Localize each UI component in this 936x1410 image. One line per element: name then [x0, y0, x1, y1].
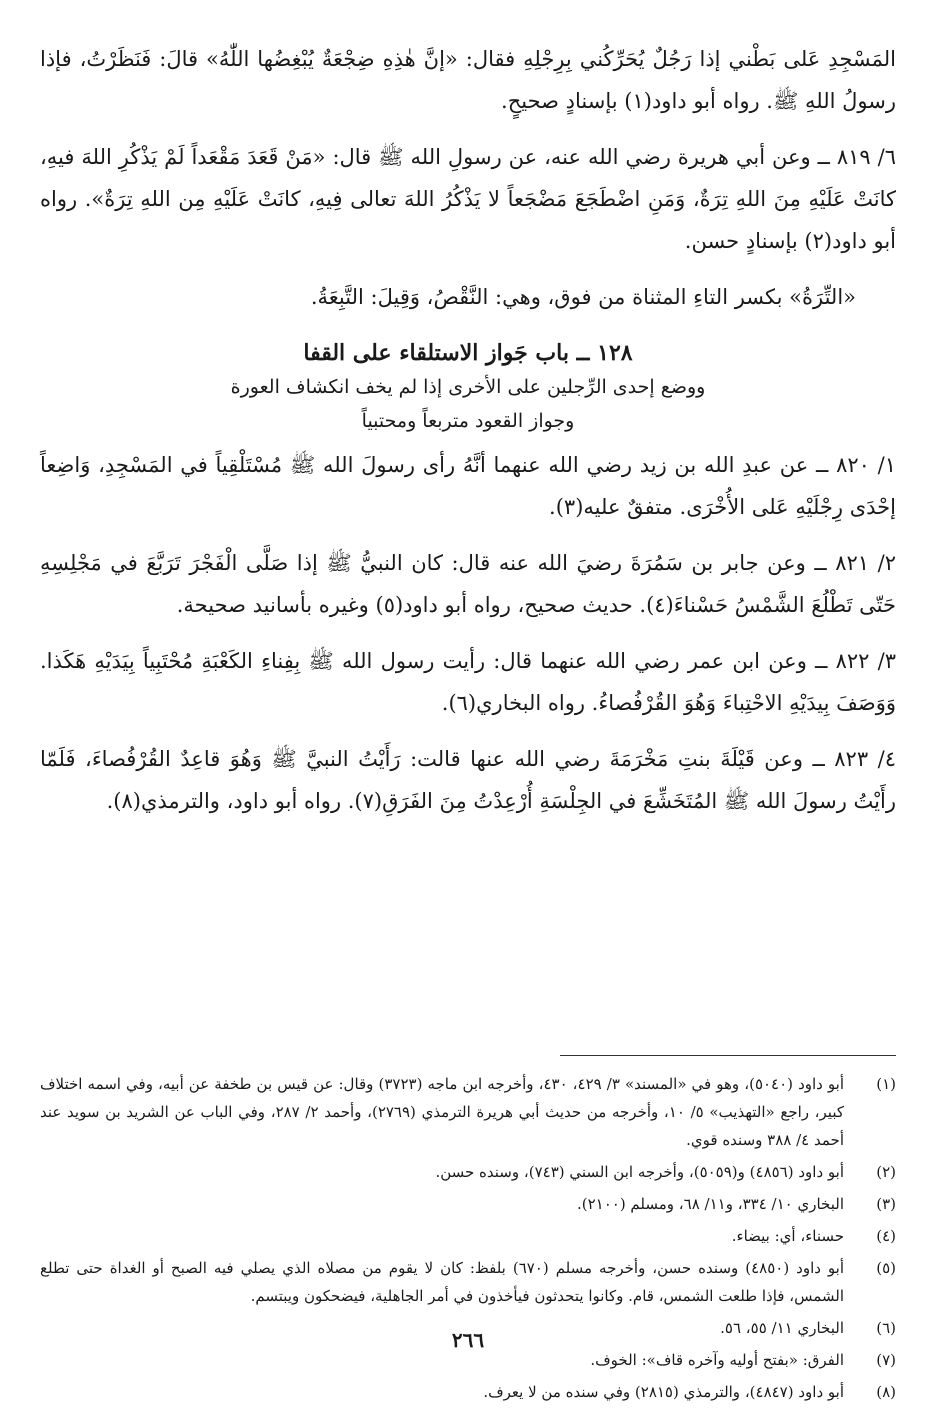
chapter-heading: [40, 336, 896, 438]
gloss-tirah: «التِّرَةُ» بكسر التاءِ المثناة من فوق، وهي: النَّقْصُ، وَقِيلَ: التَّبِعَةُ.: [310, 285, 856, 309]
hadith-820: ١/ ٨٢٠ ــ عن عبدِ الله بن زيد رضي الله عنهما أنَّهُ رأى رسولَ الله ﷺ مُسْتَلْقِياً في المَسْجِدِ، وَاضِعاً إحْدَى رِجْلَيْهِ عَلى الأُخْرَى. متفقٌ عليه(٣).: [40, 453, 896, 519]
chapter-subtitle-1: ووضع إحدى الرِّجلين على الأخرى إذا لم يخف انكشاف العورة: [230, 376, 706, 398]
footnote: [40, 1070, 896, 1154]
hadith-822: ٣/ ٨٢٢ ــ وعن ابن عمر رضي الله عنهما قال: رأيت رسول الله ﷺ بِفِناءِ الكَعْبَةِ مُحْتَبِياً بِيَدَيْهِ هَكَذا. وَوَصَفَ بِيدَيْهِ الاحْتِباءَ وَهُوَ القُرْفُصاءُ. رواه البخاري(٦).: [40, 649, 896, 715]
page-number: ٢٦٦: [451, 1328, 485, 1352]
chapter-title: ١٢٨ ــ باب جَواز الاستلقاء على القفا: [303, 340, 633, 366]
footnote-text: حسناء، أي: بيضاء.: [731, 1227, 844, 1245]
main-text: [40, 38, 896, 836]
footnote-text: الفرق: «بفتح أوليه وآخره قاف»: الخوف.: [590, 1351, 844, 1369]
footnote: [40, 1222, 896, 1250]
paragraph-continuation: المَسْجِدِ عَلى بَطْني إذا رَجُلٌ يُحَرِّكُني بِرِجْلِهِ فقال: «إنَّ هٰذِهِ ضِجْعَةٌ يُبْغِضُها اللّٰهُ» قالَ: فَنَظَرْتُ، فإذا رسولُ اللهِ ﷺ. رواه أبو داود(١) بإسنادٍ صحيحٍ.: [40, 47, 896, 113]
hadith-823: ٤/ ٨٢٣ ــ وعن قَيْلَةَ بنتِ مَخْرَمَةَ رضي الله عنها قالت: رَأَيْتُ النبيَّ ﷺ وَهُوَ قاعِدٌ القُرْفُصاءَ، فَلَمّا رأَيْتُ رسولَ الله ﷺ المُتَخَشِّعَ في الجِلْسَةِ أُرْعِدْتُ مِنَ الفَرَقِ(٧). رواه أبو داود، والترمذي(٨).: [40, 747, 896, 813]
chapter-subtitle-2: وجواز القعود متربعاً ومحتبياً: [361, 410, 575, 432]
footnote-number: (٨): [876, 1383, 896, 1401]
hadith-819: ٦/ ٨١٩ ــ وعن أبي هريرة رضي الله عنه، عن رسولِ الله ﷺ قال: «مَنْ قَعَدَ مَقْعَداً لَمْ يَذْكُرِ اللهَ فيهِ، كانَتْ عَلَيْهِ مِنَ اللهِ تِرَةٌ، وَمَنِ اضْطَجَعَ مَضْجَعاً لا يَذْكُرُ اللهَ تعالى فِيهِ، كانَتْ عَلَيْهِ مِن اللهِ تِرَةٌ». رواه أبو داود(٢) بإسنادٍ حسن.: [40, 145, 896, 253]
footnote-text: أبو داود (٤٨٤٧)، والترمذي (٢٨١٥) وفي سنده من لا يعرف.: [483, 1383, 844, 1401]
footnote-number: (٢): [876, 1163, 896, 1181]
footnote-number: (٤): [876, 1227, 896, 1245]
footnote-number: (٥): [876, 1259, 896, 1277]
footnote-text: أبو داود (٤٨٥٦) و(٥٠٥٩)، وأخرجه ابن السني (٧٤٣)، وسنده حسن.: [435, 1163, 844, 1181]
footnote-text: البخاري ١١/ ٥٥، ٥٦.: [720, 1319, 844, 1337]
footnotes: [40, 1070, 896, 1410]
footnote: [40, 1158, 896, 1186]
footnote: [40, 1378, 896, 1406]
footnote-number: (٧): [876, 1351, 896, 1369]
footnote-text: أبو داود (٥٠٤٠)، وهو في «المسند» ٣/ ٤٢٩، ٤٣٠، وأخرجه ابن ماجه (٣٧٢٣) وقال: عن قيس بن طخفة عن أبيه، وفي اسمه اختلاف كبير، راجع «التهذيب» ٥/ ١٠، وأخرجه من حديث أبي هريرة الترمذي (٢٧٦٩)، وأحمد ٢/ ٢٨٧، وفي الباب عن الشريد بن سويد عند أحمد ٤/ ٣٨٨ وسنده قوي.: [40, 1075, 844, 1149]
footnote-text: أبو داود (٤٨٥٠) وسنده حسن، وأخرجه مسلم (٦٧٠) بلفظ: كان لا يقوم من مصلاه الذي يصلي فيه الصبح أو الغداة حتى تطلع الشمس، فإذا طلعت الشمس، قام. وكانوا يتحدثون فيأخذون في أمر الجاهلية، فيضحكون ويبتسم.: [40, 1259, 845, 1305]
footnote-text: البخاري ١٠/ ٣٣٤، و١١/ ٦٨، ومسلم (٢١٠٠).: [576, 1195, 844, 1213]
footnote-number: (٣): [876, 1195, 896, 1213]
footnote: [40, 1254, 896, 1310]
hadith-821: ٢/ ٨٢١ ــ وعن جابر بن سَمُرَةَ رضيَ الله عنه قال: كان النبيُّ ﷺ إذا صَلَّى الْفَجْرَ تَرَبَّعَ في مَجْلِسِهِ حَتّى تَطْلُعَ الشَّمْسُ حَسْناءَ(٤). حديث صحيح، رواه أبو داود(٥) وغيره بأسانيد صحيحة.: [40, 551, 896, 617]
footnote: [40, 1190, 896, 1218]
footnote-divider: [560, 1055, 896, 1056]
footnote-number: (١): [876, 1075, 896, 1093]
footnote-number: (٦): [876, 1319, 896, 1337]
